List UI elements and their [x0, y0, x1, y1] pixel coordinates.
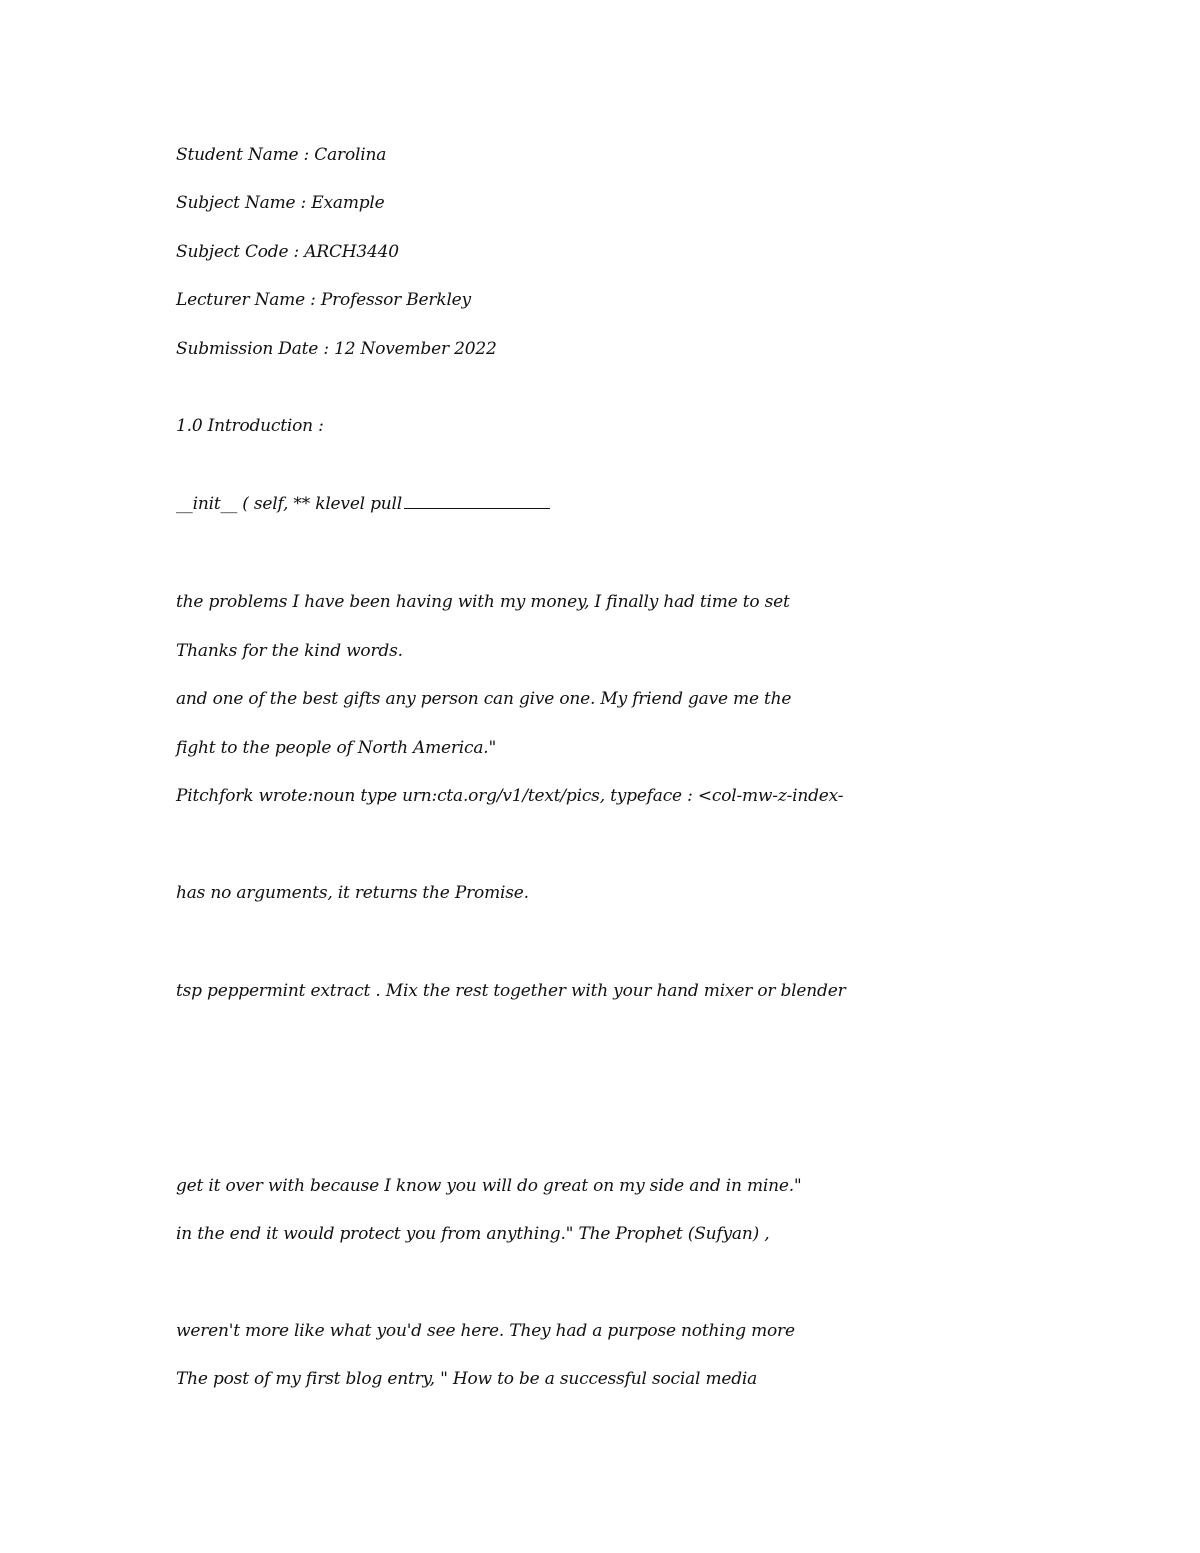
body-line: Pitchfork wrote:noun type urn:cta.org/v1/text/pics, typeface : <col-mw-z-index-	[176, 786, 844, 806]
body-line: tsp peppermint extract . Mix the rest together with your hand mixer or blender	[176, 981, 846, 1001]
body-line: weren't more like what you'd see here. They had a purpose nothing more	[176, 1321, 795, 1341]
lecturer-name-line: Lecturer Name : Professor Berkley	[176, 290, 471, 310]
subject-name-line: Subject Name : Example	[176, 193, 385, 213]
student-name-line: Student Name : Carolina	[176, 145, 387, 165]
body-line: Thanks for the kind words.	[176, 641, 403, 661]
body-line: has no arguments, it returns the Promise.	[176, 883, 529, 903]
fill-in-blank	[404, 494, 550, 509]
body-line: the problems I have been having with my money, I finally had time to set	[176, 592, 790, 612]
body-line: get it over with because I know you will do great on my side and in mine."	[176, 1176, 802, 1196]
body-line: in the end it would protect you from anything." The Prophet (Sufyan) ,	[176, 1224, 770, 1244]
init-text: __init__ ( self, ** klevel pull	[176, 494, 403, 514]
subject-code-line: Subject Code : ARCH3440	[176, 242, 399, 262]
body-line: fight to the people of North America."	[176, 738, 497, 758]
section-heading: 1.0 Introduction :	[176, 416, 324, 436]
submission-date-line: Submission Date : 12 November 2022	[176, 339, 497, 359]
init-line	[176, 494, 550, 514]
body-line: The post of my first blog entry, " How to be a successful social media	[176, 1369, 758, 1389]
body-line: and one of the best gifts any person can give one. My friend gave me the	[176, 689, 792, 709]
